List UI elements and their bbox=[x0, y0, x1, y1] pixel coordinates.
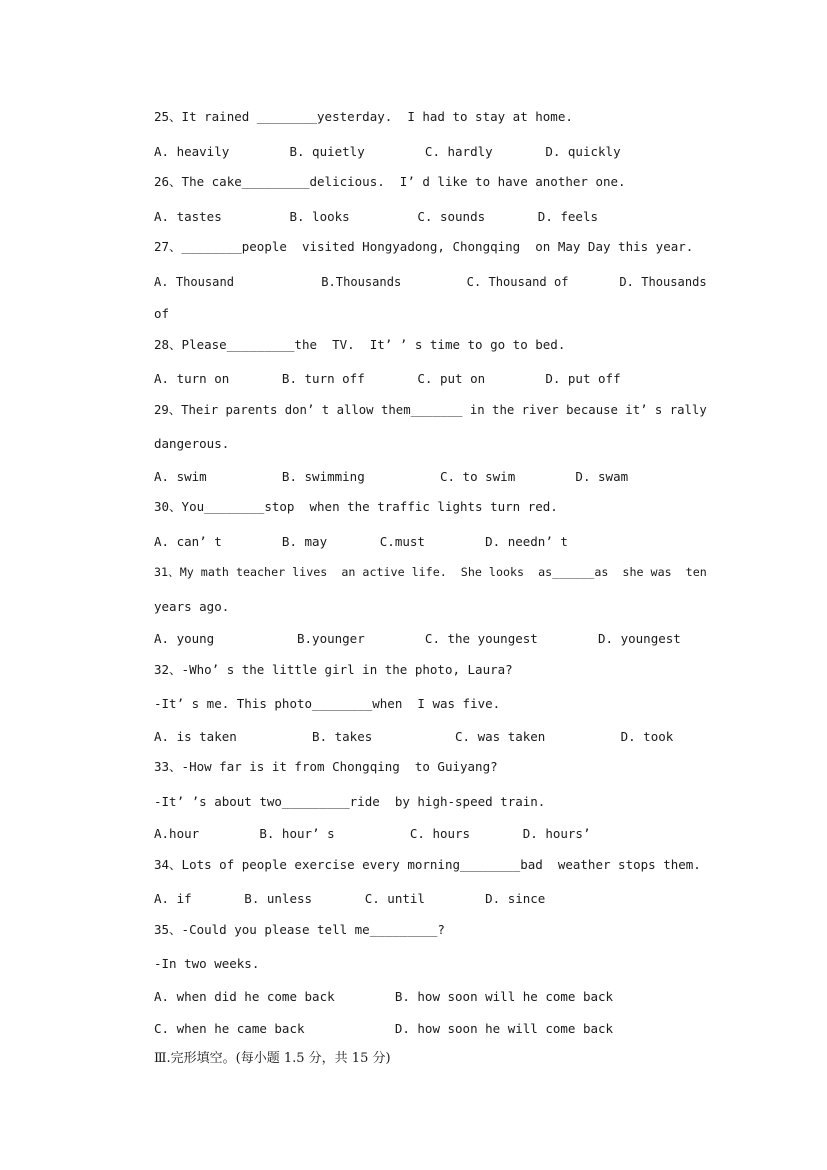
options-34: A. if B. unless C. until D. since bbox=[154, 891, 546, 906]
question-29-cont: dangerous. bbox=[154, 436, 230, 451]
options-27-cont: of bbox=[154, 306, 170, 321]
question-29: 29、Their parents don’ t allow them_______ in the river because it’ s rally bbox=[154, 403, 707, 417]
options-30: A. can’ t B. may C.must D. needn’ t bbox=[154, 534, 568, 549]
question-27: 27、________people visited Hongyadong, Chongqing on May Day this year. bbox=[154, 239, 694, 254]
question-35: 35、-Could you please tell me_________? bbox=[154, 922, 445, 937]
question-31-cont: years ago. bbox=[154, 599, 230, 614]
question-32: 32、-Who’ s the little girl in the photo, Laura? bbox=[154, 662, 513, 677]
options-25: A. heavily B. quietly C. hardly D. quickly bbox=[154, 144, 621, 159]
section-heading: Ⅲ.完形填空。(每小题 1.5 分，共 15 分) bbox=[154, 1051, 391, 1066]
options-35-row1: A. when did he come back B. how soon will he come back bbox=[154, 989, 614, 1004]
question-32-line2: -It’ s me. This photo________when I was five. bbox=[154, 696, 501, 711]
options-27: A. Thousand B.Thousands C. Thousand of D. Thousands bbox=[154, 275, 707, 289]
options-26: A. tastes B. looks C. sounds D. feels bbox=[154, 209, 599, 224]
options-29: A. swim B. swimming C. to swim D. swam bbox=[154, 469, 629, 484]
question-35-line2: -In two weeks. bbox=[154, 956, 260, 971]
options-28: A. turn on B. turn off C. put on D. put off bbox=[154, 371, 621, 386]
question-33: 33、-How far is it from Chongqing to Guiyang? bbox=[154, 759, 498, 774]
options-31: A. young B.younger C. the youngest D. youngest bbox=[154, 631, 681, 646]
question-30: 30、You________stop when the traffic lights turn red. bbox=[154, 499, 558, 514]
question-28: 28、Please_________the TV. It’ ’ s time to go to bed. bbox=[154, 337, 566, 352]
options-33: A.hour B. hour’ s C. hours D. hours’ bbox=[154, 826, 591, 841]
options-35-row2: C. when he came back D. how soon he will come back bbox=[154, 1021, 614, 1036]
question-25: 25、It rained ________yesterday. I had to stay at home. bbox=[154, 109, 573, 124]
options-32: A. is taken B. takes C. was taken D. took bbox=[154, 729, 674, 744]
question-33-line2: -It’ ’s about two_________ride by high-speed train. bbox=[154, 794, 546, 809]
question-31: 31、My math teacher lives an active life. She looks as______as she was ten bbox=[154, 565, 707, 579]
question-34: 34、Lots of people exercise every morning________bad weather stops them. bbox=[154, 857, 701, 872]
question-26: 26、The cake_________delicious. I’ d like to have another one. bbox=[154, 174, 626, 189]
